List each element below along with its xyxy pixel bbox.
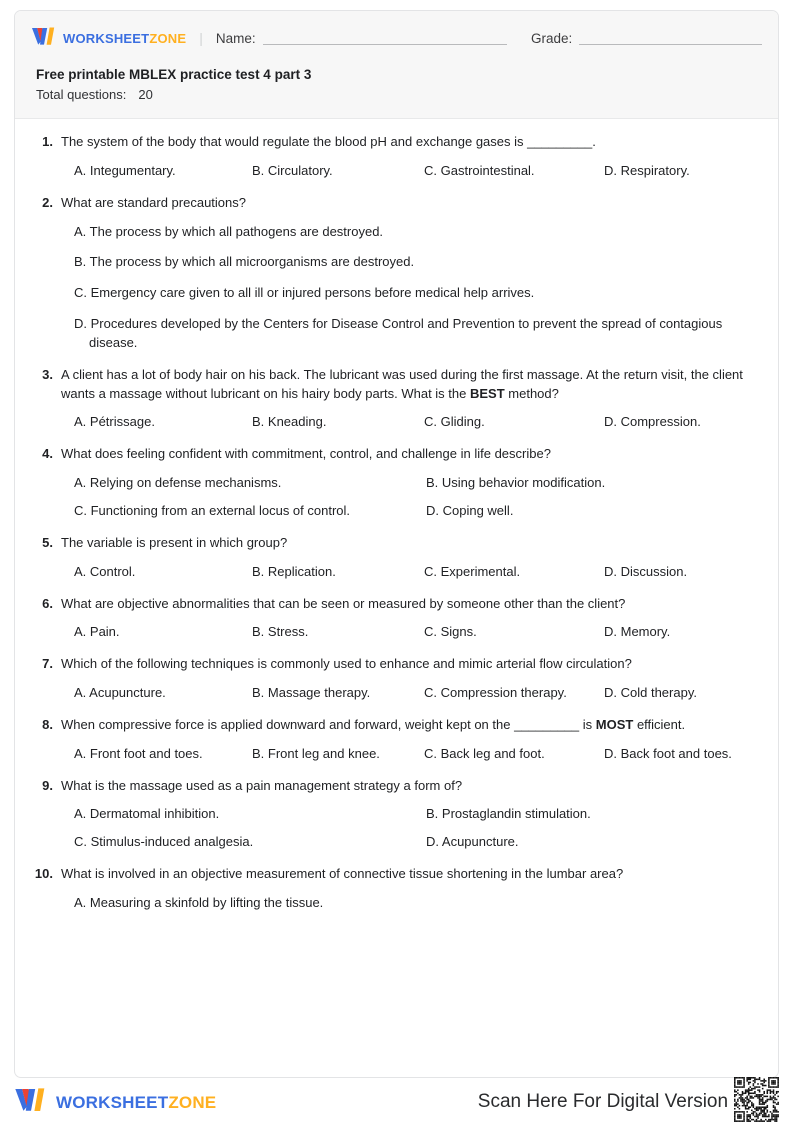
header-divider: | — [199, 30, 203, 46]
question-item — [27, 194, 766, 353]
option-choice[interactable]: A. Measuring a skinfold by lifting the tissue. — [74, 894, 324, 910]
option-choice[interactable]: B. Massage therapy. — [252, 685, 371, 701]
question-text: What are standard precautions? — [61, 194, 246, 210]
question-number: 5. — [42, 534, 53, 550]
option-row — [74, 745, 766, 764]
option-choice[interactable]: B. Front leg and knee. — [252, 745, 380, 761]
question-text: The system of the body that would regulate the blood pH and exchange gases is _________. — [61, 134, 596, 149]
question-item — [27, 716, 766, 764]
option-choice[interactable]: D. Memory. — [604, 624, 671, 640]
option-row — [74, 315, 766, 353]
brand-word-worksheet: WORKSHEET — [63, 30, 150, 46]
option-choice[interactable]: B. Replication. — [252, 563, 336, 579]
option-choice[interactable]: D. Coping well. — [426, 502, 514, 518]
total-questions-value: 20 — [138, 87, 153, 102]
question-text: What is the massage used as a pain management strategy a form of? — [61, 777, 463, 793]
header-identity-row — [31, 25, 762, 51]
worksheet-header — [15, 11, 778, 119]
questions-list — [15, 119, 778, 913]
option-choice[interactable]: C. Gastrointestinal. — [424, 162, 535, 178]
question-item — [27, 534, 766, 582]
option-group — [61, 162, 766, 181]
footer-brand-logo[interactable] — [14, 1086, 216, 1118]
option-choice[interactable]: A. Pain. — [74, 624, 120, 640]
option-choice[interactable]: B. Using behavior modification. — [426, 475, 606, 491]
option-choice[interactable]: C. Compression therapy. — [424, 685, 567, 701]
question-text: When compressive force is applied downward and forward, weight kept on the _________ is MOST efficient. — [61, 716, 686, 732]
option-row — [74, 805, 766, 824]
question-text: What are objective abnormalities that can be seen or measured by someone other than the client? — [61, 595, 626, 611]
name-input[interactable] — [263, 31, 507, 45]
question-item — [27, 865, 766, 913]
option-choice[interactable]: D. Respiratory. — [604, 162, 690, 178]
option-row — [74, 413, 766, 432]
brand-word-zone: ZONE — [149, 30, 187, 46]
grade-input[interactable] — [579, 31, 762, 45]
option-choice[interactable]: D. Compression. — [604, 414, 701, 430]
option-choice[interactable]: C. Emergency care given to all ill or injured persons before medical help arrives. — [74, 285, 535, 301]
option-choice[interactable]: D. Back foot and toes. — [604, 745, 732, 761]
option-choice[interactable]: B. Prostaglandin stimulation. — [426, 806, 591, 822]
brand-wordmark — [63, 32, 186, 45]
option-row — [74, 623, 766, 642]
question-text: What does feeling confident with commitment, control, and challenge in life describe? — [61, 446, 551, 462]
option-group — [61, 684, 766, 703]
option-choice[interactable]: C. Functioning from an external locus of control. — [74, 502, 351, 518]
question-number: 3. — [42, 366, 53, 382]
question-text: What is involved in an objective measurement of connective tissue shortening in the lumbar area? — [61, 866, 624, 882]
option-choice[interactable]: C. Experimental. — [424, 563, 521, 579]
question-item — [27, 595, 766, 643]
option-choice[interactable]: D. Procedures developed by the Centers for Disease Control and Prevention to prevent the spread of contagious disease. — [74, 316, 723, 350]
option-choice[interactable]: C. Signs. — [424, 624, 477, 640]
grade-label: Grade: — [531, 30, 573, 46]
question-text: A client has a lot of body hair on his back. The lubricant was used during the first massage. At the return visit, the client wants a massage without lubricant on his hairy body parts. What is the BEST method? — [61, 366, 743, 401]
option-group — [61, 413, 766, 432]
option-group — [61, 805, 766, 852]
question-number: 9. — [42, 777, 53, 793]
option-choice[interactable]: D. Discussion. — [604, 563, 688, 579]
scan-prompt-text: Scan Here For Digital Version — [477, 1091, 729, 1112]
page-title: Free printable MBLEX practice test 4 part 3 — [36, 67, 312, 82]
question-number: 4. — [42, 446, 53, 462]
header-brand-logo — [31, 26, 186, 51]
option-group — [61, 745, 766, 764]
option-group — [61, 474, 766, 521]
option-row — [74, 223, 766, 242]
worksheet-card — [14, 10, 779, 1078]
option-choice[interactable]: B. Stress. — [252, 624, 309, 640]
option-choice[interactable]: A. Control. — [74, 563, 136, 579]
total-questions-label: Total questions: — [36, 87, 127, 102]
option-choice[interactable]: B. The process by which all microorganisms are destroyed. — [74, 254, 415, 270]
option-choice[interactable]: D. Cold therapy. — [604, 685, 697, 701]
option-row — [74, 833, 766, 852]
option-group — [61, 563, 766, 582]
option-choice[interactable]: C. Gliding. — [424, 414, 485, 430]
option-group — [61, 223, 766, 353]
worksheet-zone-w-logo-icon — [31, 26, 57, 51]
option-row — [74, 162, 766, 181]
question-item — [27, 445, 766, 521]
option-row — [74, 563, 766, 582]
option-row — [74, 894, 766, 913]
total-questions-line — [36, 87, 762, 102]
option-choice[interactable]: A. Relying on defense mechanisms. — [74, 475, 282, 491]
question-text: The variable is present in which group? — [61, 534, 288, 550]
question-number: 7. — [42, 656, 53, 672]
option-row — [74, 502, 766, 521]
question-item — [27, 777, 766, 853]
option-row — [74, 474, 766, 493]
option-choice[interactable]: A. The process by which all pathogens are destroyed. — [74, 223, 384, 239]
footer-scan-group — [478, 1077, 779, 1122]
option-choice[interactable]: A. Dermatomal inhibition. — [74, 806, 220, 822]
option-choice[interactable]: D. Acupuncture. — [426, 834, 519, 850]
footer-brand-word-worksheet: WORKSHEET — [56, 1092, 169, 1112]
option-choice[interactable]: A. Front foot and toes. — [74, 745, 203, 761]
question-number: 1. — [42, 134, 53, 149]
question-item — [27, 133, 766, 181]
option-row — [74, 684, 766, 703]
question-number: 10. — [34, 866, 53, 882]
header-meta — [31, 67, 762, 102]
option-row — [74, 284, 766, 303]
option-row — [74, 253, 766, 272]
option-choice[interactable]: A. Pétrissage. — [74, 414, 155, 430]
footer-brand-wordmark — [56, 1094, 216, 1111]
question-number: 2. — [42, 194, 53, 210]
question-item — [27, 655, 766, 703]
qr-code-icon[interactable] — [734, 1077, 779, 1122]
worksheet-zone-w-logo-icon — [14, 1086, 48, 1118]
option-choice[interactable]: C. Stimulus-induced analgesia. — [74, 834, 254, 850]
option-choice[interactable]: B. Kneading. — [252, 414, 327, 430]
option-choice[interactable]: B. Circulatory. — [252, 162, 333, 178]
option-group — [61, 623, 766, 642]
question-number: 8. — [42, 716, 53, 732]
option-choice[interactable]: A. Integumentary. — [74, 162, 176, 178]
question-item — [27, 366, 766, 433]
footer-brand-word-zone: ZONE — [168, 1092, 217, 1112]
name-label: Name: — [215, 30, 256, 46]
question-text: Which of the following techniques is commonly used to enhance and mimic arterial flow circulation? — [61, 656, 632, 672]
option-group — [61, 894, 766, 913]
question-number: 6. — [42, 595, 53, 611]
option-choice[interactable]: C. Back leg and foot. — [424, 745, 545, 761]
option-choice[interactable]: A. Acupuncture. — [74, 685, 166, 701]
worksheet-footer — [14, 1083, 779, 1121]
